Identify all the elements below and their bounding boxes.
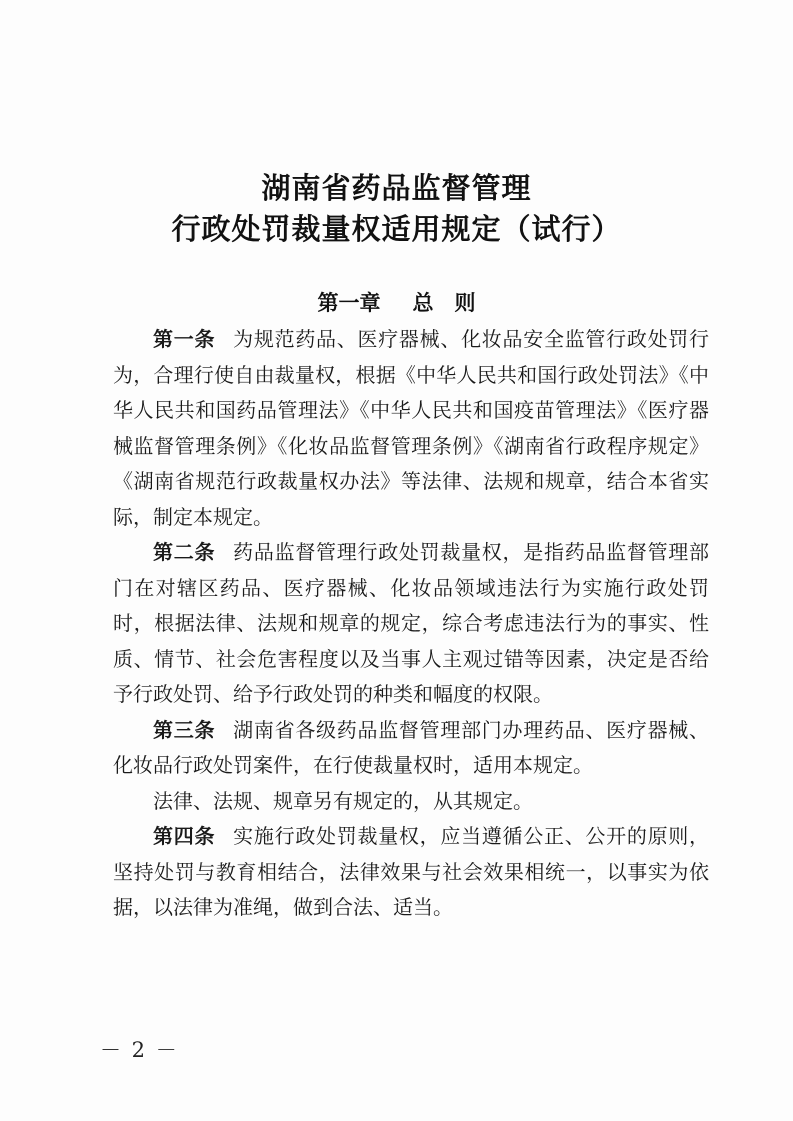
chapter-number: 第一章 [317,291,381,315]
article-3 [113,713,709,784]
article-4 [113,819,709,926]
article-label: 第二条 [153,540,216,564]
article-text: 法律、法规、规章另有规定的，从其规定。 [153,788,533,813]
article-3-supplement [113,784,709,820]
article-text: 为规范药品、医疗器械、化妆品安全监管行政处罚行为，合理行使自由裁量权，根据《中华人民共和国行政处罚法》《中华人民共和国药品管理法》《中华人民共和国疫苗管理法》《医疗器械监督管理条例》《化妆品监督管理条例》《湖南省行政程序规定》《湖南省规范行政裁量权办法》等法律、法规和规章，结合本省实际，制定本规定。 [113,327,710,529]
article-2 [113,535,709,713]
article-label: 第三条 [153,717,216,742]
article-label: 第四条 [153,824,216,848]
document-title-line-2: 行政处罚裁量权适用规定（试行） [171,212,622,246]
document-title-line-1: 湖南省药品监督管理 [261,171,532,205]
article-text: 实施行政处罚裁量权，应当遵循公正、公开的原则，坚持处罚与教育相结合，法律效果与社会效果相统一，以事实为依据，以法律为准绳，做到合法、适当。 [113,824,710,919]
chapter-name: 总 则 [412,291,476,315]
article-text: 药品监督管理行政处罚裁量权，是指药品监督管理部门在对辖区药品、医疗器械、化妆品领域违法行为实施行政处罚时，根据法律、法规和规章的规定，综合考虑违法行为的事实、性质、情节、社会危害程度以及当事人主观过错等因素，决定是否给予行政处罚、给予行政处罚的种类和幅度的权限。 [113,540,710,706]
article-label: 第一条 [153,327,216,351]
page-number: － 2 － [100,1038,179,1062]
chapter-heading [0,286,793,320]
article-1 [113,322,709,535]
document-body [113,322,709,926]
article-text: 湖南省各级药品监督管理部门办理药品、医疗器械、化妆品行政处罚案件，在行使裁量权时，适用本规定。 [113,717,710,777]
